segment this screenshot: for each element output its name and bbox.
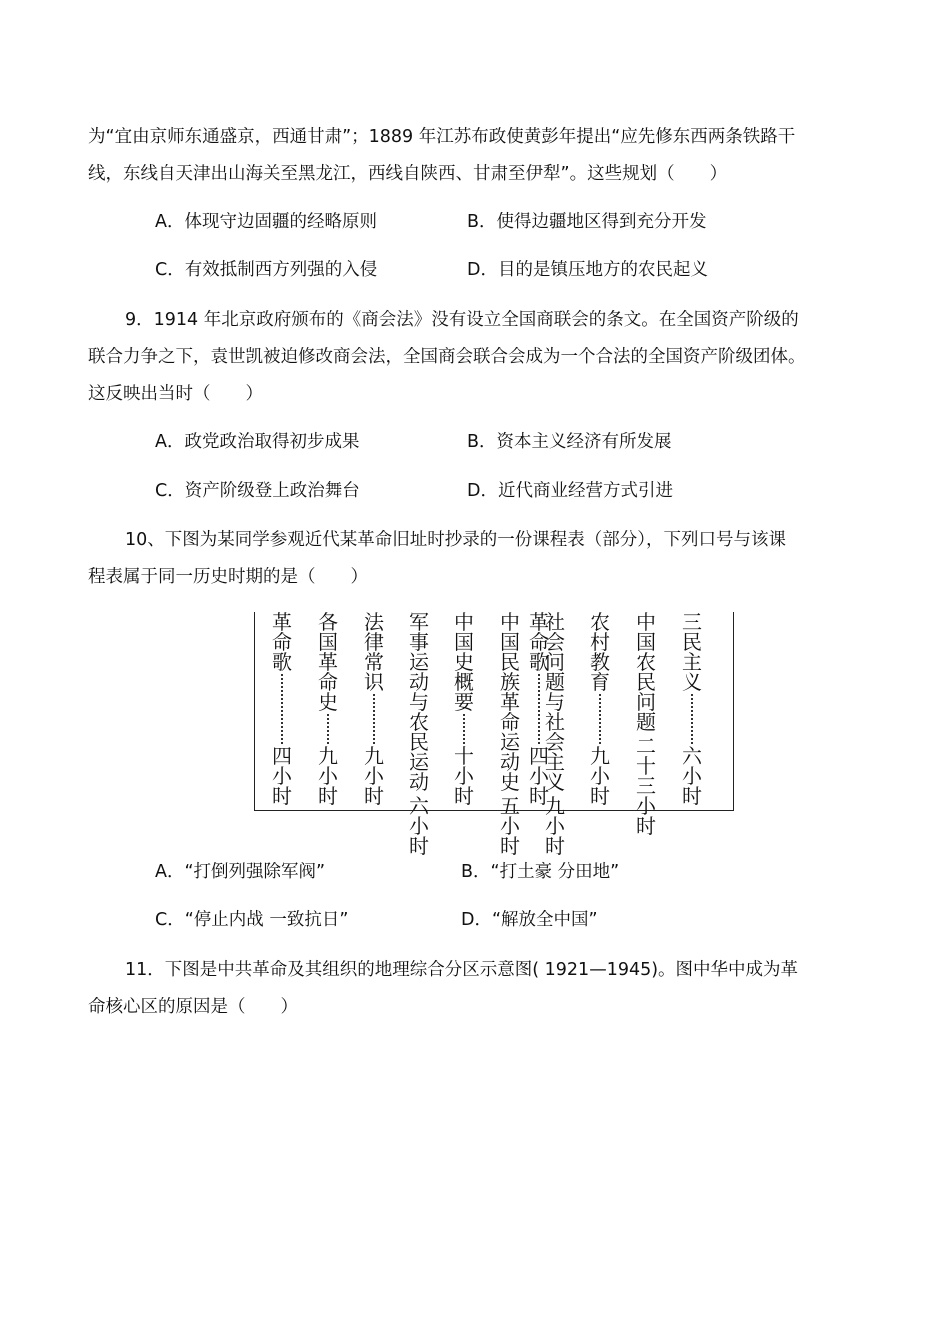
course-hours: 四 小 时 [529, 744, 549, 808]
course-name: 革 命 歌 [272, 610, 292, 674]
course-column [678, 612, 706, 808]
q9-text-line-1: 9．1914 年北京政府颁布的《商会法》没有设立全国商联会的条文。在全国资产阶级的 [125, 310, 799, 330]
q11-text-line-2: 命核心区的原因是（ ） [88, 997, 298, 1017]
q10-text-line-2: 程表属于同一历史时期的是（ ） [88, 567, 368, 587]
course-columns [254, 610, 732, 858]
course-name: 各 国 革 命 史 [318, 610, 338, 714]
q8-option-c[interactable]: C．有效抵制西方列强的入侵 [155, 260, 378, 280]
course-hours: 九 小 时 [318, 744, 338, 808]
course-column [541, 610, 569, 858]
course-column [268, 612, 296, 808]
course-hours: 四 小 时 [272, 744, 292, 808]
dotted-leader [281, 674, 283, 744]
course-hours: 六 小 时 [682, 744, 702, 808]
course-name: 中 国 史 概 要 [454, 610, 474, 714]
q9-option-a[interactable]: A．政党政治取得初步成果 [155, 432, 360, 452]
course-name: 三 民 主 义 [682, 610, 702, 694]
course-hours: 十 小 时 [454, 744, 474, 808]
course-name: 革 命 歌 [529, 610, 549, 674]
q10-option-b[interactable]: B．“打土豪 分田地” [461, 862, 620, 882]
q9-text-line-2: 联合力争之下，袁世凯被迫修改商会法，全国商会联合会成为一个合法的全国资产阶级团体。 [88, 347, 806, 367]
q9-option-d[interactable]: D．近代商业经营方式引进 [467, 481, 673, 501]
course-hours: 九 小 时 [364, 744, 384, 808]
q9-option-b[interactable]: B．资本主义经济有所发展 [467, 432, 672, 452]
course-name: 社 会 问 题 与 社 会 主 义 [545, 610, 565, 794]
course-hours: 五 小 时 [500, 794, 520, 858]
course-column [632, 610, 660, 838]
q8-text-line-1: 为“宜由京师东通盛京，西通甘肃”；1889 年江苏布政使黄彭年提出“应先修东西两条铁路干 [88, 127, 796, 147]
course-column [496, 610, 524, 858]
q10-text-line-1: 10、下图为某同学参观近代某革命旧址时抄录的一份课程表（部分），下列口号与该课 [125, 530, 787, 550]
course-name: 中 国 民 族 革 命 运 动 史 [500, 610, 520, 794]
q9-option-c[interactable]: C．资产阶级登上政治舞台 [155, 481, 360, 501]
course-hours: 九 小 时 [545, 794, 565, 858]
course-name: 法 律 常 识 [364, 610, 384, 694]
dotted-leader [463, 714, 465, 744]
q11-text-line-1: 11．下图是中共革命及其组织的地理综合分区示意图( 1921—1945)。图中华中成为革 [125, 960, 799, 980]
q10-option-d[interactable]: D．“解放全中国” [461, 910, 598, 930]
course-column [360, 612, 388, 808]
dotted-leader [599, 694, 601, 744]
q9-text-line-3: 这反映出当时（ ） [88, 384, 263, 404]
q10-option-a[interactable]: A．“打倒列强除军阀” [155, 862, 326, 882]
dotted-leader [373, 694, 375, 744]
q8-option-b[interactable]: B．使得边疆地区得到充分开发 [467, 212, 707, 232]
course-column [405, 610, 433, 858]
course-hours: 二 十 三 小 时 [636, 734, 656, 838]
course-hours: 六 小 时 [409, 794, 429, 858]
course-column [314, 612, 342, 808]
course-name: 农 村 教 育 [590, 610, 610, 694]
q10-option-c[interactable]: C．“停止内战 一致抗日” [155, 910, 349, 930]
q8-text-line-2: 线，东线自天津出山海关至黑龙江，西线自陕西、甘肃至伊犁”。这些规划（ ） [88, 164, 728, 184]
course-column [450, 612, 478, 808]
course-hours: 九 小 时 [590, 744, 610, 808]
course-name: 军 事 运 动 与 农 民 运 动 [409, 610, 429, 794]
course-column [586, 612, 614, 808]
dotted-leader [327, 714, 329, 744]
course-name: 中 国 农 民 问 题 [636, 610, 656, 734]
q8-option-a[interactable]: A．体现守边固疆的经略原则 [155, 212, 377, 232]
dotted-leader [691, 694, 693, 744]
q8-option-d[interactable]: D．目的是镇压地方的农民起义 [467, 260, 708, 280]
